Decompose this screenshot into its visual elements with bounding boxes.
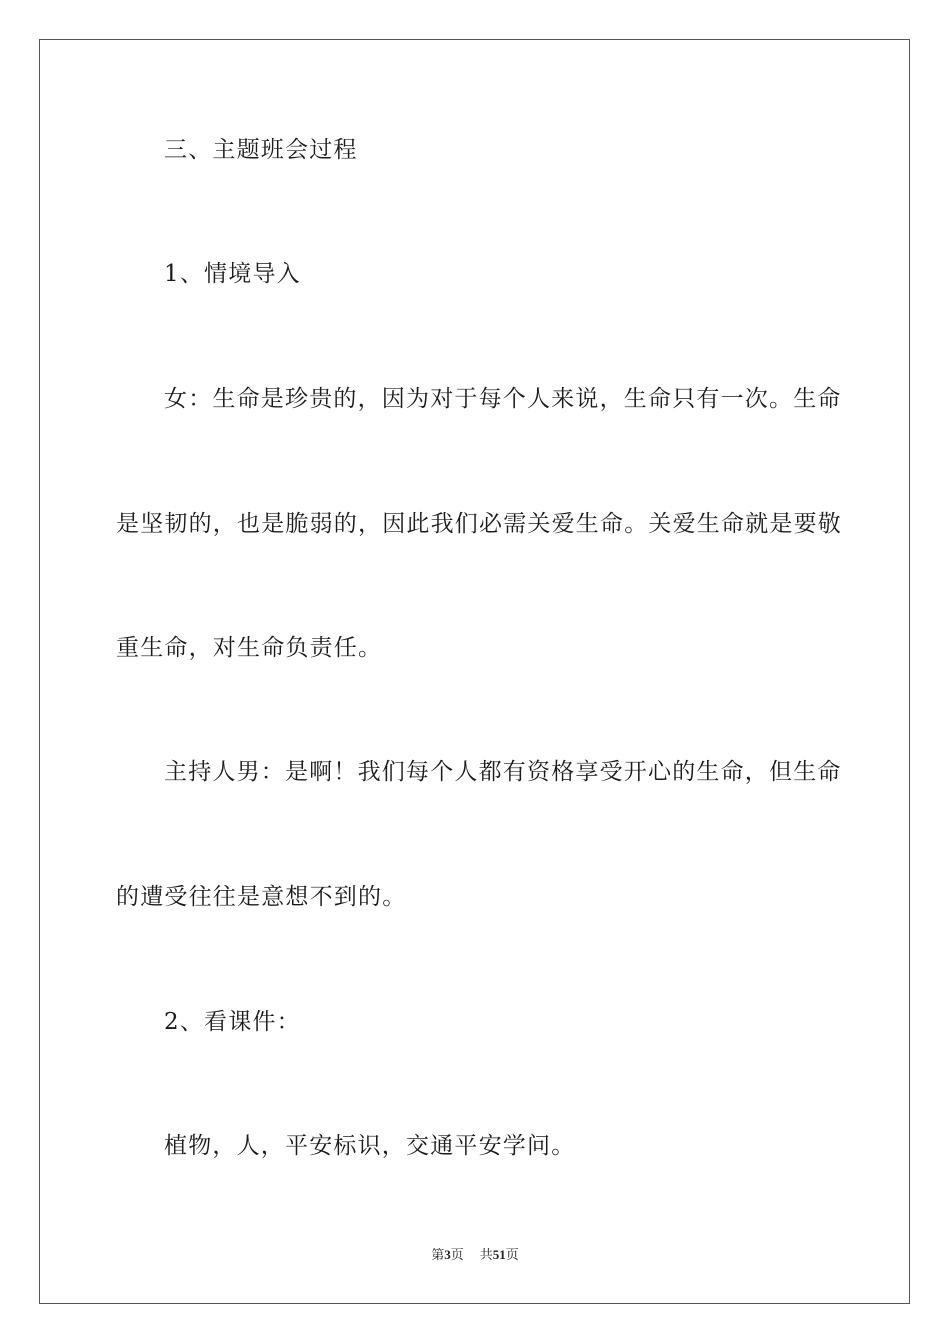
section-heading: 三、主题班会过程 [164,137,358,163]
footer-total-prefix: 共 [479,1247,493,1262]
footer-page-prefix: 第 [431,1247,445,1262]
subsection-heading: 2、看课件： [164,1009,301,1035]
footer-total-suffix: 页 [505,1247,519,1262]
footer-page-suffix: 页 [450,1247,464,1262]
subsection-heading: 1、情境导入 [164,261,301,287]
page-footer [0,1246,950,1264]
paragraph-line: 的遭受往往是意想不到的。 [116,884,407,910]
footer-total-number: 51 [492,1247,506,1262]
paragraph-line: 植物，人，平安标识，交通平安学问。 [164,1133,576,1159]
paragraph-line: 重生命，对生命负责任。 [116,635,383,661]
footer-page-number: 3 [444,1247,451,1262]
paragraph-line: 主持人男：是啊！我们每个人都有资格享受开心的生命，但生命 [164,759,842,785]
page-border [39,39,910,1304]
paragraph-line: 女：生命是珍贵的，因为对于每个人来说，生命只有一次。生命 [164,386,842,412]
paragraph-line: 是坚韧的，也是脆弱的，因此我们必需关爱生命。关爱生命就是要敬 [116,511,842,537]
